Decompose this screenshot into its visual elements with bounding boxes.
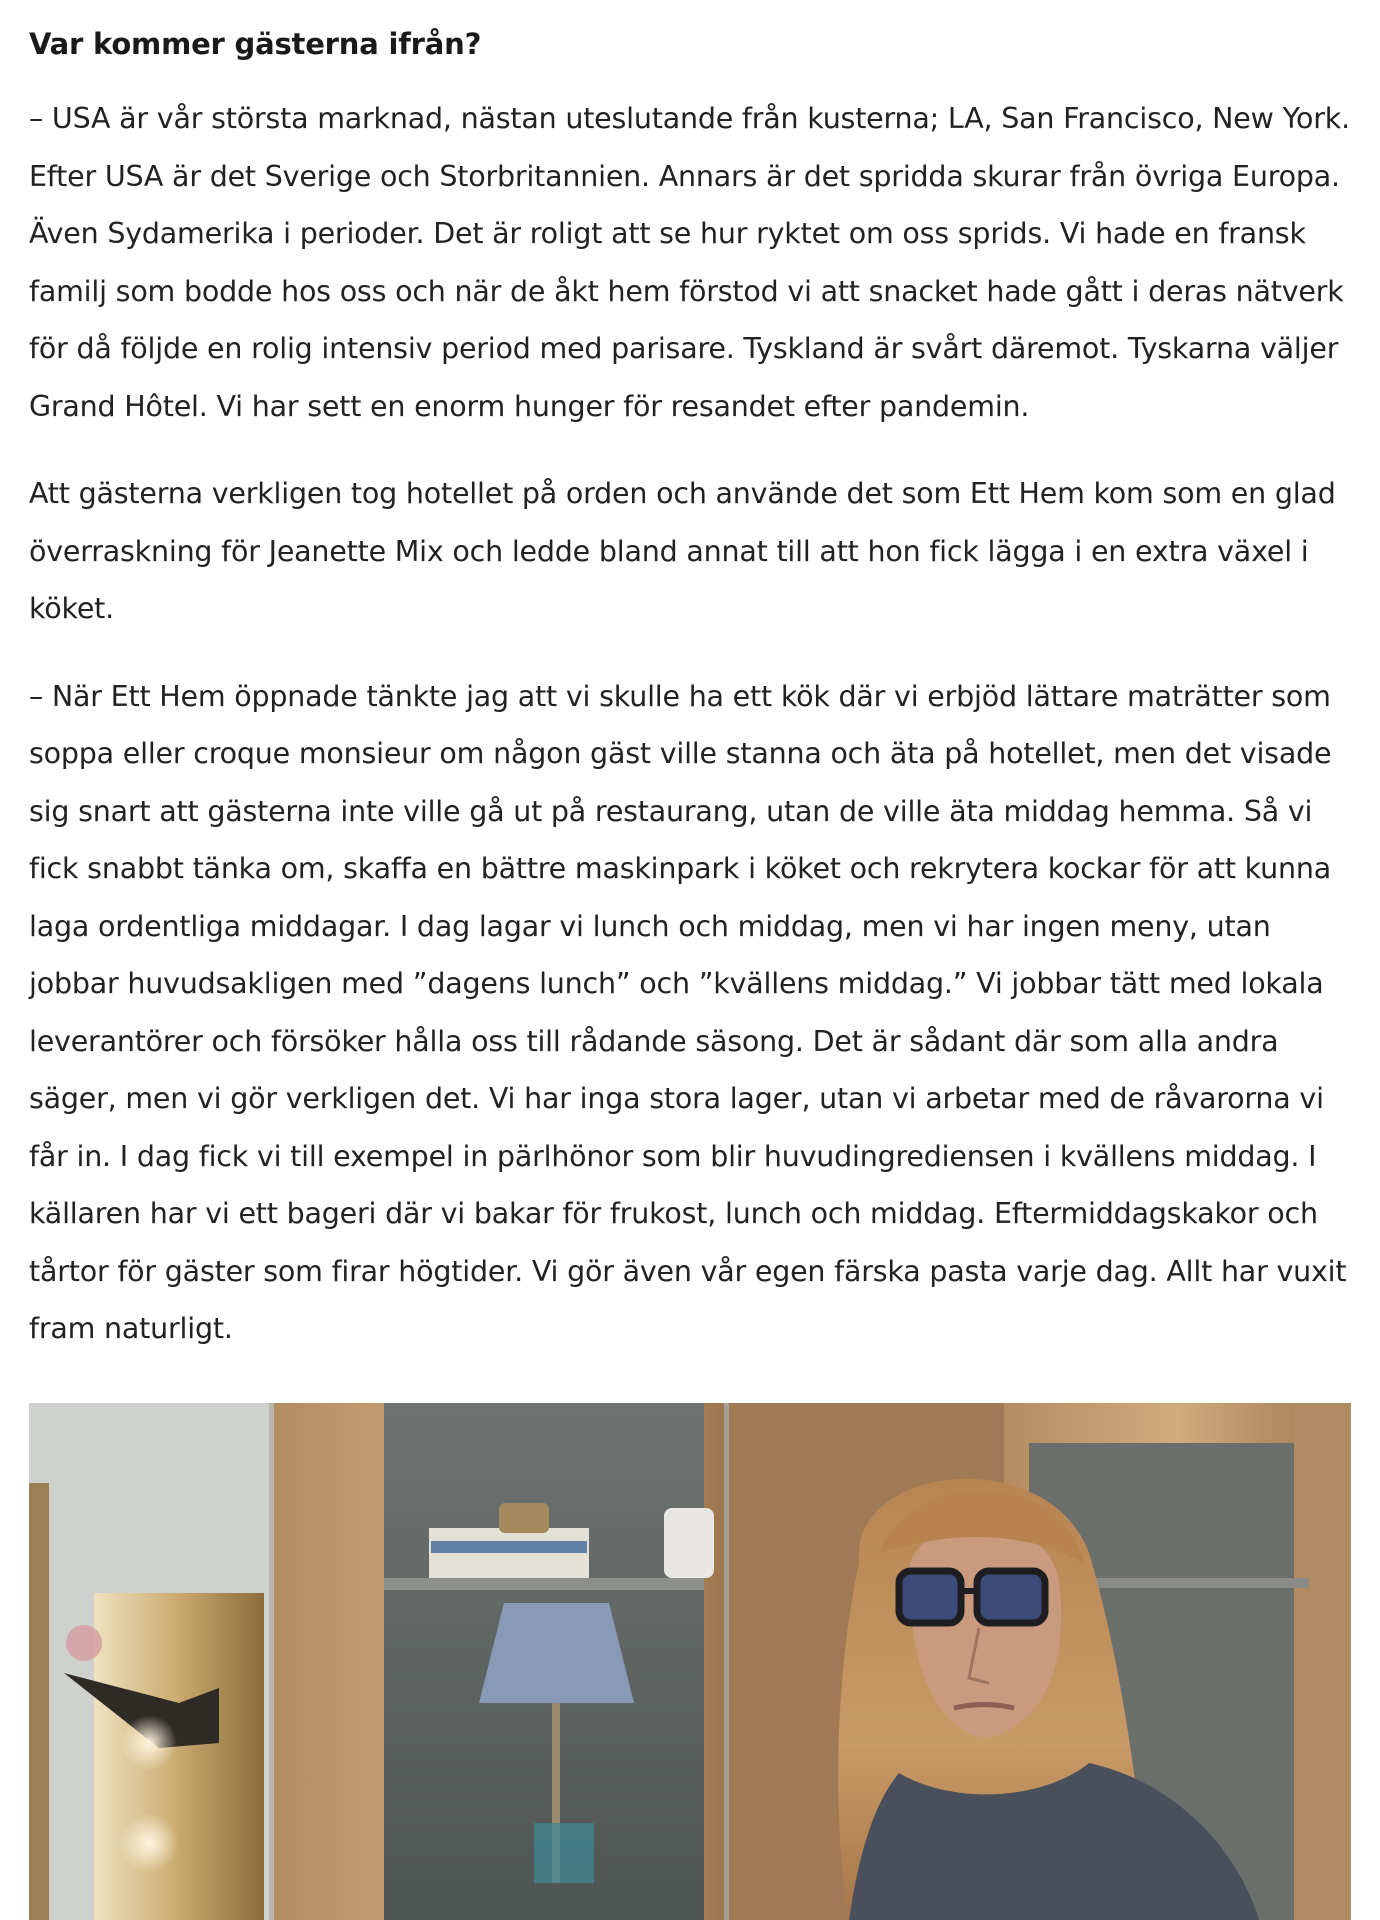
paragraph: Att gästerna verkligen tog hotellet på orden och använde det som Ett Hem kom som en glad överraskning för Jeanette Mix och ledde bland annat till att hon fick lägga i en extra växel i köket. [29, 477, 1336, 625]
paragraph: – När Ett Hem öppnade tänkte jag att vi skulle ha ett kök där vi erbjöd lättare maträtter som soppa eller croque monsieur om någon gäst ville stanna och äta på hotellet, men det visade sig snart att gästerna inte ville gå ut på restaurang, utan de ville äta middag hemma. Så vi fick snabbt tänka om, skaffa en bättre maskinpark i köket och rekrytera kockar för att kunna laga ordentliga middagar. I dag lagar vi lunch och middag, men vi har ingen meny, utan jobbar huvudsakligen med ”dagens lunch” och ”kvällens middag.” Vi jobbar tätt med lokala leverantörer och försöker hålla oss till rådande säsong. Det är sådant där som alla andra säger, men vi gör verkligen det. Vi har inga stora lager, utan vi arbetar med de råvarorna vi får in. I dag fick vi till exempel in pärlhönor som blir huvudingrediensen i kvällens middag. I källaren har vi ett bageri där vi bakar för frukost, lunch och middag. Eftermiddagskakor och tårtor för gäster som firar högtider. Vi gör även vår egen färska pasta varje dag. Allt har vuxit fram naturligt. [29, 679, 1347, 1345]
section-heading: Var kommer gästerna ifrån? [29, 27, 482, 61]
article-photo [29, 1403, 1351, 1920]
portrait-photo-illustration [29, 1403, 1351, 1920]
article-body [29, 0, 1351, 1358]
paragraph: – USA är vår största marknad, nästan uteslutande från kusterna; LA, San Francisco, New York. Efter USA är det Sverige och Storbritannien. Annars är det spridda skurar från övriga Europa. Även Sydamerika i perioder. Det är roligt att se hur ryktet om oss sprids. Vi hade en fransk familj som bodde hos oss och när de åkt hem förstod vi att snacket hade gått i deras nätverk för då följde en rolig intensiv period med parisare. Tyskland är svårt däremot. Tyskarna väljer Grand Hôtel. Vi har sett en enorm hunger för resandet efter pandemin. [29, 102, 1350, 423]
